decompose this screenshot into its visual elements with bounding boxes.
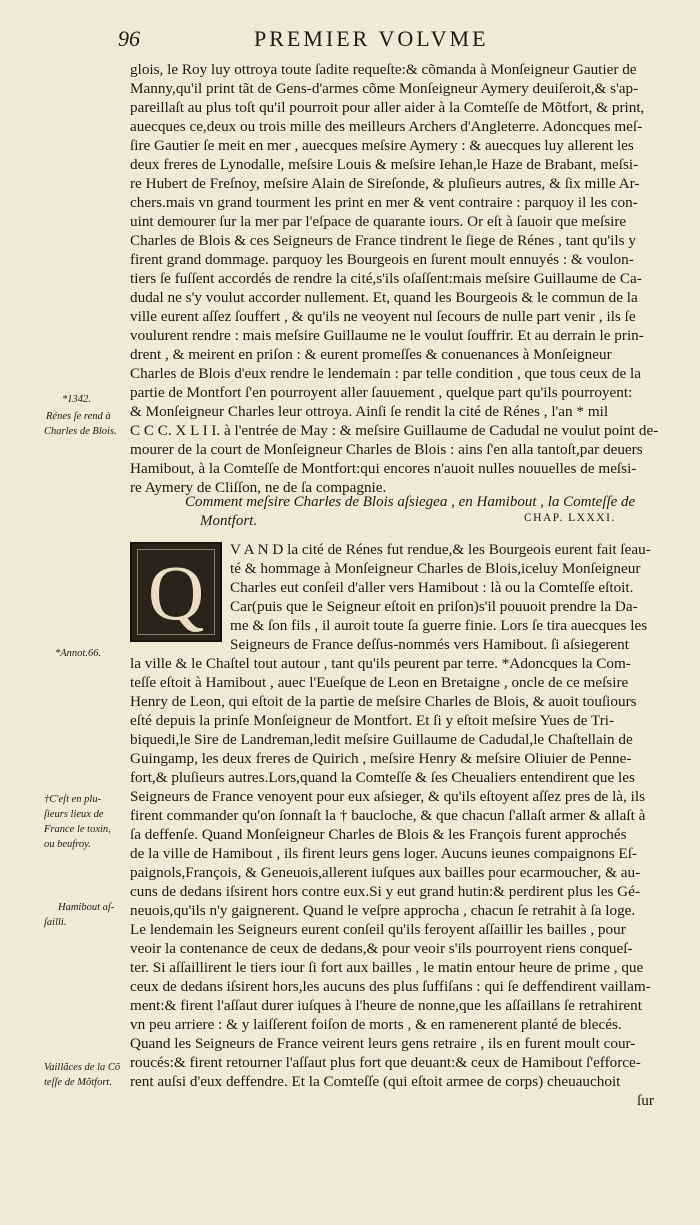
text-line: biquedi,le Sire de Landreman,ledit meſsire Guillaume de Cadudal,le Chaſtellain de	[130, 731, 633, 748]
margin-note: France le toxin,	[44, 824, 111, 835]
text-line: pareillaſt au plus toſt qu'il pourroit pour aller aider à la Comteſſe de Mõtfort, & print,	[130, 99, 645, 116]
text-line: ment:& firent l'aſſaut durer iuſques à l'heure de nonne,que les aſſaillans ſe retrahirent	[130, 997, 642, 1014]
text-line: Charles de Blois & ces Seigneurs de France tindrent le ſiege de Rénes , tant qu'ils y	[130, 232, 636, 249]
text-line: Hamibout, à la Comteſſe de Montfort:qui encores n'auoit nulles nouuelles de meſsi-	[130, 460, 637, 477]
text-line: de la ville de Hamibout , ils firent leurs gens loger. Aucuns ieunes compaignons Eſ-	[130, 845, 637, 862]
catchword: ſur	[637, 1092, 654, 1109]
text-line: me & ſon fils , il auroit toute ſa guerre finie. Lors ſe tira auecques les	[230, 617, 648, 634]
decorated-initial	[130, 542, 222, 642]
text-line: dudal ne s'y voulut accorder nullement. Et, quand les Bourgeois & le commun de la	[130, 289, 638, 306]
initial-letter: Q	[147, 549, 205, 636]
text-line: ceux de dedans iſsirent hors,les aucuns des plus ſuffiſans : qui ſe deffendirent vaillam-	[130, 978, 651, 995]
text-line: mourer de la court de Monſeigneur Charles de Blois : ains ſ'en alla tantoſt,par deuers	[130, 441, 643, 458]
text-line: eſté depuis la prinſe Monſeigneur de Montfort. Et ſi y eſtoit meſsire Yues de Tri-	[130, 712, 615, 729]
text-line: fort,& pluſieurs autres.Lors,quand la Comteſſe & ſes Cheualiers entendirent que les	[130, 769, 635, 786]
text-line: C C C. X L I I. à l'entrée de May : & meſsire Guillaume de Cadudal ne voulut point de-	[130, 422, 659, 439]
margin-note: Rénes ſe rend à	[46, 411, 111, 422]
text-line: tiers ſe fuſſent accordés de rendre la cité,s'ils oſaſſent:mais meſsire Guillaume de Ca-	[130, 270, 642, 287]
text-line: re Aymery de Cliſſon, ne de ſa compagnie.	[130, 479, 387, 496]
margin-note: Hamibout aſ-	[58, 902, 115, 913]
margin-note: Charles de Blois.	[44, 426, 117, 437]
text-line: veoir la contenance de ceux de dedans,& pour veoir s'ils pourroyent riens conqueſ-	[130, 940, 633, 957]
margin-note: ou beufroy.	[44, 839, 91, 850]
text-line: neuois,qu'ils n'y gaignerent. Quand le veſpre approcha , chacun ſe retrahit à ſa loge.	[130, 902, 636, 919]
text-line: la ville & le Chaſtel tout autour , tant qu'ils peurent par terre. *Adoncques la Com-	[130, 655, 631, 672]
text-line: Seigneurs de France deſſus-nommés vers Hamibout. ſi aſsiegerent	[230, 636, 629, 653]
text-line: ville eurent aſſez ſouffert , & qu'ils ne veoyent nul ſecours de nulle part venir , ils ſe	[130, 308, 636, 325]
text-line: & Monſeigneur Charles leur ottroya. Ainſi ſe rendit la cité de Rénes , l'an * mil	[130, 403, 609, 420]
text-line: auecques ce,deux ou trois mille des meilleurs Archers d'Angleterre. Adoncques meſ-	[130, 118, 643, 135]
margin-note: †C'eſt en plu-	[44, 794, 102, 805]
margin-note: *Annot.66.	[55, 648, 102, 659]
text-line: Car(puis que le Seigneur eſtoit en priſon)s'il pouuoit prendre la Da-	[230, 598, 638, 615]
text-line: Henry de Leon, qui eſtoit de la partie de meſsire Charles de Blois, & auoit touſiours	[130, 693, 637, 710]
text-line: firent grand dommage. parquoy les Bourgeois en ſurent moult ennuyés : & voulon-	[130, 251, 634, 268]
text-line: paignols,François, & Geneuois,allerent iuſques aux bailles pour ecarmoucher, & au-	[130, 864, 641, 881]
margin-note: ſieurs lieux de	[44, 809, 104, 820]
text-line: voulurent rendre : mais meſsire Guillaume ne le voulut ſouffrir. Et au derrain le prin-	[130, 327, 644, 344]
margin-note: ſailli.	[44, 917, 67, 928]
margin-note: Vaillãces de la Cõ	[44, 1062, 121, 1073]
chapter-title-line: Comment meſsire Charles de Blois aſsiegea , en Hamibout , la Comteſſe de	[185, 494, 636, 510]
text-line: cuns de dedans iſsirent hors contre eux.Si y eut grand hutin:& perdirent plus les Gé-	[130, 883, 640, 900]
text-line: chers.mais vn grand tourment les print en mer & vent contraire : parquoy il les con-	[130, 194, 638, 211]
text-line: roucés:& firent retourner l'aſſaut plus fort que deuant:& ceux de Hamibout ſ'efforce-	[130, 1054, 641, 1071]
text-line: deux freres de Lynodalle, meſsire Louis & meſsire Iehan,le Haze de Brabant, meſsi-	[130, 156, 639, 173]
text-line: vn peu arriere : & y laiſſerent foiſon de morts , & en ramenerent planté de blecés.	[130, 1016, 622, 1033]
running-title: PREMIER VOLVME	[254, 26, 489, 51]
text-line: Manny,qu'il print tãt de Gens-d'armes cõme Monſeigneur Aymery deuiſeroit,& s'ap-	[130, 80, 639, 97]
text-line: ſa deffenſe. Quand Monſeigneur Charles de Blois & les François furent approchés	[130, 826, 627, 843]
text-line: Guingamp, les deux freres de Quirich , meſsire Henry & meſsire Oliuier de Penne-	[130, 750, 632, 767]
text-line: té & hommage à Monſeigneur Charles de Blois,iceluy Monſeigneur	[230, 560, 641, 577]
chapter-title-line: Montfort.	[200, 513, 258, 529]
text-line: rent auſsi d'eux deffendre. Et la Comteſſe (qui eſtoit armee de corps) cheuauchoit	[130, 1073, 621, 1090]
text-line: Charles eut conſeil d'aller vers Hamibout : là ou la Comteſſe eſtoit.	[230, 579, 634, 596]
text-line: V A N D la cité de Rénes fut rendue,& les Bourgeois eurent fait ſeau-	[230, 541, 651, 558]
text-line: firent commander qu'on ſonnaſt la † baucloche, & que chacun ſ'allaſt armer & allaſt à	[130, 807, 646, 824]
text-line: Charles de Blois d'eux rendre le lendemain : par telle condition , que tous ceux de la	[130, 365, 641, 382]
text-line: Le lendemain les Seigneurs eurent conſeil qu'ils feroyent aſſaillir les bailles , pour	[130, 921, 626, 938]
text-line: ter. Si aſſaillirent le tiers iour ſi fort aux bailles , le matin entour heure de prime , que	[130, 959, 644, 976]
text-line: re Hubert de Freſnoy, meſsire Alain de Sireſonde, & pluſieurs autres, & ſix mille Ar-	[130, 175, 640, 192]
text-line: partie de Montfort ſ'en pourroyent aller ſauuement , quelque part qu'ils pourroyent:	[130, 384, 633, 401]
text-line: drent , & meirent en priſon : & eurent promeſſes & conuenances à Monſeigneur	[130, 346, 612, 363]
text-line: teſſe eſtoit à Hamibout , auec l'Eueſque de Leon en Bretaigne , oncle de ce meſsire	[130, 674, 629, 691]
page-number: 96	[118, 26, 140, 51]
text-line: glois, le Roy luy ottroya toute ſadite requeſte:& cõmanda à Monſeigneur Gautier de	[130, 61, 637, 78]
margin-note: *1342.	[62, 394, 91, 405]
text-line: uint demourer ſur la mer par l'eſpace de quarante iours. Or eſt à ſauoir que meſsire	[130, 213, 627, 230]
text-line: Quand les Seigneurs de France veirent leurs gens retraire , ils en furent moult cour-	[130, 1035, 636, 1052]
margin-note: teſſe de Mõtfort.	[44, 1077, 112, 1088]
text-line: Seigneurs de France venoyent pour eux aſsieger, & qu'ils eſtoyent aſſez pres de là, ils	[130, 788, 645, 805]
text-line: ſire Gautier ſe meit en mer , auecques meſsire Aymery : & auecques luy allerent les	[130, 137, 634, 154]
chapter-label: CHAP. LXXXI.	[524, 512, 616, 524]
